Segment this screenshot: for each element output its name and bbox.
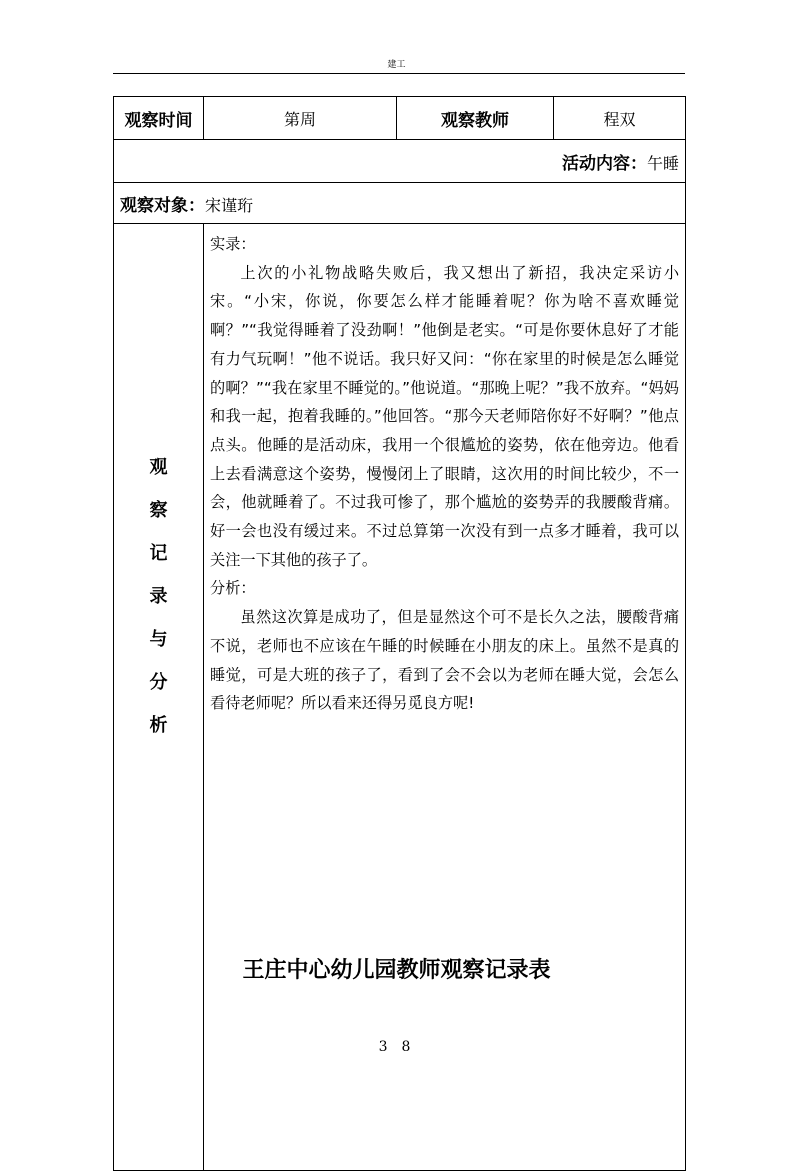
header-divider bbox=[113, 73, 685, 74]
activity-content-value: 午睡 bbox=[646, 153, 679, 173]
observation-subject-value: 宋谨珩 bbox=[205, 195, 254, 215]
side-label-char: 与 bbox=[149, 629, 168, 650]
analysis-heading: 分析： bbox=[210, 579, 256, 598]
observation-teacher-value: 程双 bbox=[554, 97, 686, 140]
observation-table bbox=[113, 96, 686, 1171]
observation-subject-cell bbox=[114, 183, 686, 224]
side-label-char: 察 bbox=[149, 500, 168, 521]
activity-content-label: 活动内容： bbox=[561, 153, 647, 174]
record-content-cell bbox=[204, 224, 686, 1171]
page-header: 建工 bbox=[387, 60, 406, 70]
side-label-char: 析 bbox=[149, 715, 168, 736]
record-analysis-side-label bbox=[114, 224, 204, 1171]
observation-time-value: 第周 bbox=[204, 97, 397, 140]
observation-subject-label: 观察对象： bbox=[120, 195, 205, 216]
side-label-char: 分 bbox=[149, 672, 168, 693]
analysis-text: 虽然这次算是成功了，但是显然这个可不是长久之法，腰酸背痛不说，老师也不应该在午睡的时候睡在小朋友的床上。虽然不是真的睡觉，可是大班的孩子了，看到了会不会以为老师在睡大觉，会怎么看待老师呢？所以看来还得另觅良方呢! bbox=[210, 608, 679, 713]
form-title: 王庄中心幼儿园教师观察记录表 bbox=[242, 957, 551, 983]
record-text: 上次的小礼物战略失败后，我又想出了新招，我决定采访小宋。“小宋，你说，你要怎么样才能睡着呢？你为啥不喜欢睡觉啊？”“我觉得睡着了没劲啊！”他倒是老实。“可是你要休息好了才能有力气玩啊！”他不说话。我只好又问：“你在家里的时候是怎么睡觉的啊？”“我在家里不睡觉的。”他说道。“那晚上呢？”我不放弃。“妈妈和我一起，抱着我睡的。”他回答。“那今天老师陪你好不好啊？”他点点头。他睡的是活动床，我用一个很尴尬的姿势，依在他旁边。他看上去看满意这个姿势，慢慢闭上了眼睛，这次用的时间比较少，不一会，他就睡着了。不过我可惨了，那个尴尬的姿势弄的我腰酸背痛。好一会也没有缓过来。不过总算第一次没有到一点多才睡着，我可以关注一下其他的孩子了。 bbox=[210, 263, 679, 569]
activity-content-cell bbox=[114, 140, 686, 183]
side-label-char: 观 bbox=[149, 457, 168, 478]
page-number: 38 bbox=[378, 1039, 425, 1055]
side-label-char: 记 bbox=[149, 543, 168, 564]
record-heading: 实录： bbox=[210, 235, 256, 253]
observation-time-label: 观察时间 bbox=[114, 97, 204, 140]
side-label-char: 录 bbox=[149, 586, 168, 607]
observation-teacher-label: 观察教师 bbox=[397, 97, 554, 140]
